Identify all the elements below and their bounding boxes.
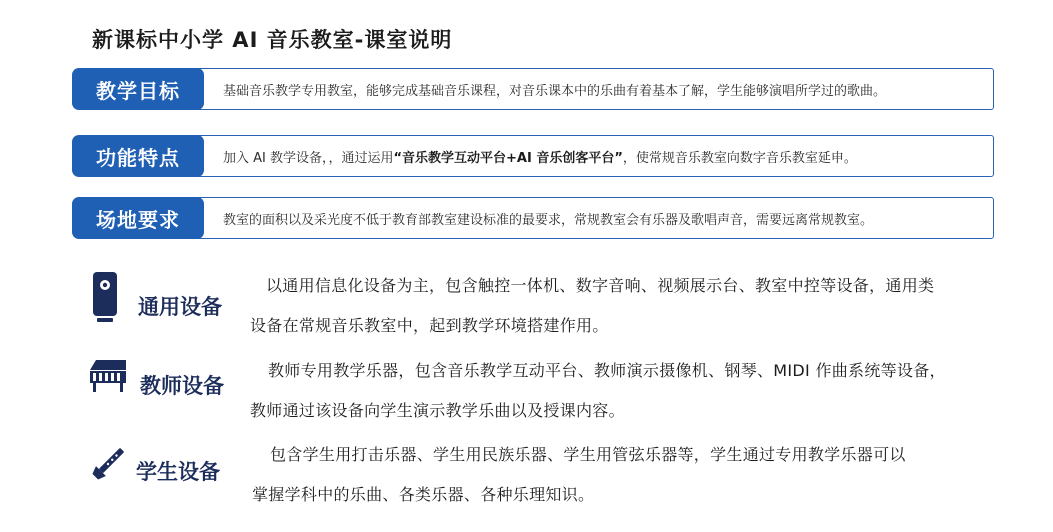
row-label: 教学目标 [72,68,204,110]
row-box [182,135,994,177]
equipment-desc-line2: 教师通过该设备向学生演示教学乐曲以及授课内容。 [250,401,625,420]
row-text-post: ，使常规音乐教室向数字音乐教室延申。 [622,150,857,166]
info-row-features [72,135,994,177]
clarinet-icon [90,444,126,484]
page-title: 新课标中小学 AI 音乐教室-课室说明 [92,28,453,52]
row-text: 基础音乐教学专用教室，能够完成基础音乐课程，对音乐课本中的乐曲有着基本了解，学生能够演唱所学过的歌曲。 [223,83,887,99]
equipment-name: 通用设备 [138,295,222,319]
row-text [223,136,983,176]
speaker-icon [92,271,118,323]
row-label: 场地要求 [72,197,204,239]
piano-icon [88,358,128,392]
equipment-desc-line1: 以通用信息化设备为主，包含触控一体机、数字音响、视频展示台、教室中控等设备，通用类 [266,276,935,295]
row-box [182,197,994,239]
equipment-name: 学生设备 [136,460,220,484]
row-label: 功能特点 [72,135,204,177]
row-text: 教室的面积以及采光度不低于教育部教室建设标准的最要求，常规教室会有乐器及歌唱声音，需要远离常规教室。 [223,212,874,228]
equipment-name: 教师设备 [140,374,224,398]
info-row-venue [72,197,994,239]
row-box [182,68,994,110]
equipment-desc-line1: 教师专用教学乐器，包含音乐教学互动平台、教师演示摄像机、钢琴、MIDI 作曲系统等设备， [268,361,946,380]
row-text-pre: 加入 AI 教学设备，，通过运用 [223,150,394,166]
info-row-teaching-goal [72,68,994,110]
row-text-bold: “音乐教学互动平台+AI 音乐创客平台” [393,150,623,166]
equipment-desc-line2: 掌握学科中的乐曲、各类乐器、各种乐理知识。 [252,485,595,504]
equipment-desc-line1: 包含学生用打击乐器、学生用民族乐器、学生用管弦乐器等，学生通过专用教学乐器可以 [270,445,906,464]
equipment-desc-line2: 设备在常规音乐教室中，起到教学环境搭建作用。 [250,316,609,335]
